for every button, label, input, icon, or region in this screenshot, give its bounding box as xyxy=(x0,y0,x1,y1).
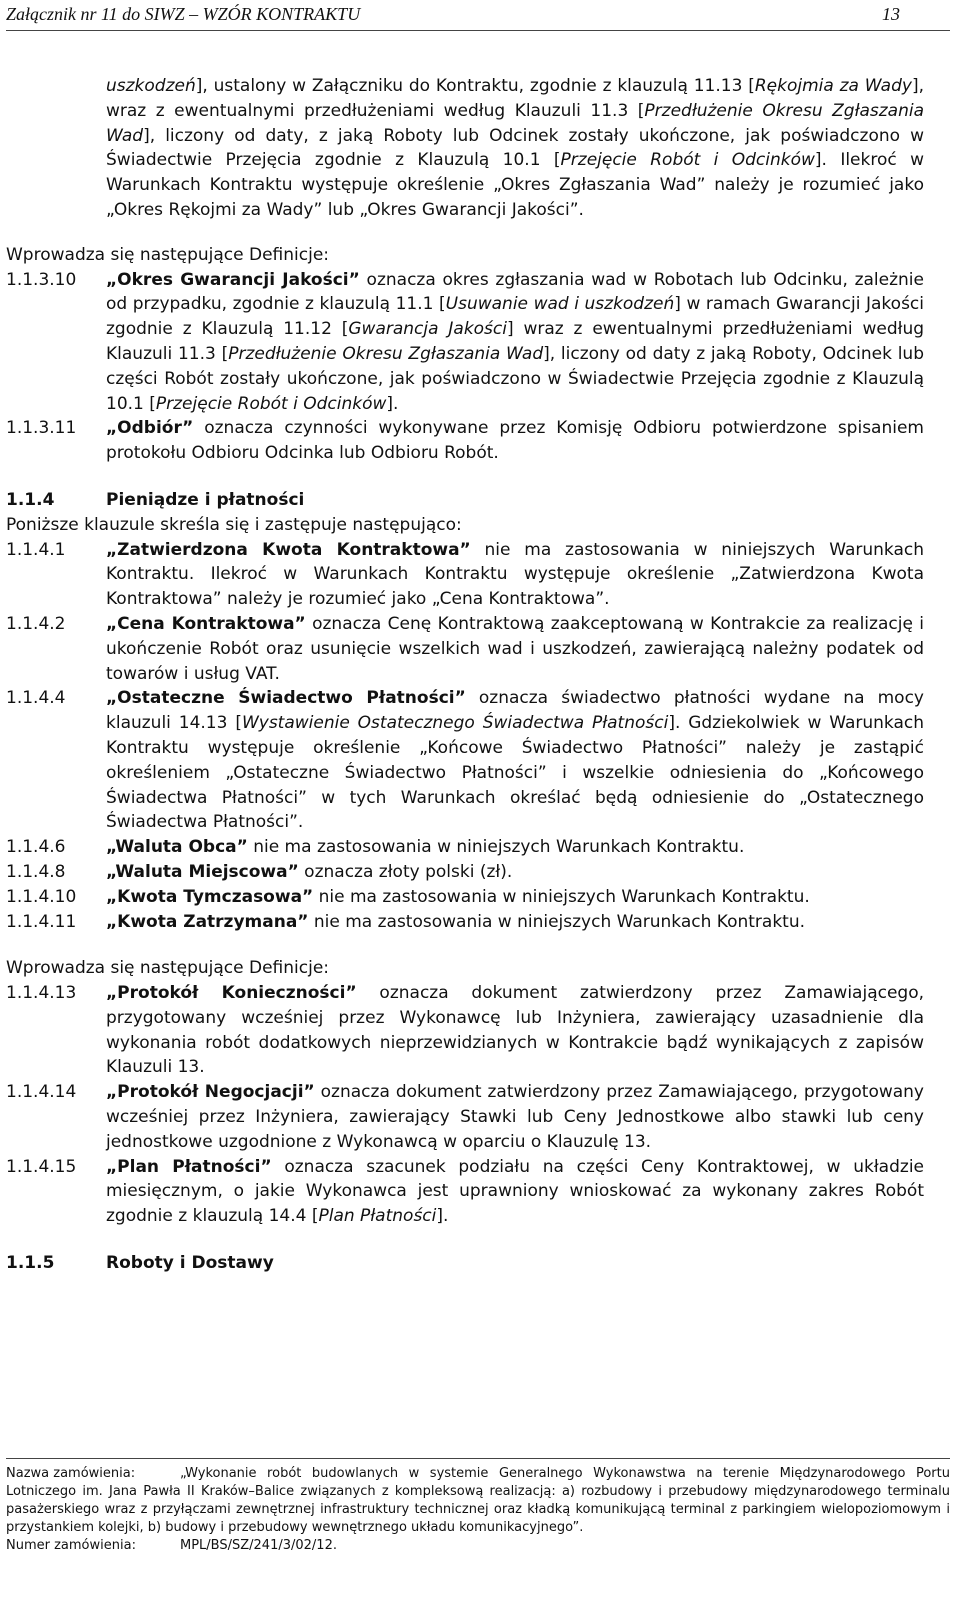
text-run: ] wraz z ewentualnymi przedłużeniami według Klauzuli 11.3 [ xyxy=(106,319,925,364)
text-run: ] w ramach Gwarancji Jakości zgodnie z Klauzulą 11.12 [ xyxy=(106,294,924,340)
section-heading-1-1-5 xyxy=(6,1251,924,1276)
text-run: ], wraz z ewentualnymi przedłużeniami według Klauzuli 11.3 [ xyxy=(106,76,924,121)
text-run: oznacza dokument zatwierdzony przez Zamawiającego, przygotowany wcześniej przez Wykonawcę lub Inżyniera, zawierający uzasadnienie dla wykonania robót dodatkowych nieprzewidzianych w Kontrakcie bądź wynikających z zapisów Klauzuli 13. xyxy=(106,983,925,1078)
clause-number: 1.1.4.8 xyxy=(6,861,66,882)
defined-term: „Plan Płatności” xyxy=(106,1156,272,1177)
defined-term: „Ostateczne Świadectwo Płatności” xyxy=(106,688,466,709)
text-run: ], liczony od daty, z jaką Roboty lub Odcinek zostały ukończone, jak poświadczono w Świadectwie Przejęcia zgodnie z Klauzulą 10.1 [ xyxy=(106,125,924,171)
section-title: Pieniądze i płatności xyxy=(106,489,305,510)
text-run: ], ustalony w Załączniku do Kontraktu, zgodnie z klauzulą 11.13 [ xyxy=(195,76,755,96)
clause-reference: Przedłużenie Okresu Zgłaszania Wad xyxy=(106,100,924,146)
definition-text xyxy=(106,686,924,835)
clause-reference: Przejęcie Robót i Odcinków xyxy=(560,150,815,171)
text-run: ]. xyxy=(436,1206,449,1227)
section-note: Poniższe klauzule skreśla się i zastępuje następująco: xyxy=(6,514,462,535)
definition-text xyxy=(106,1080,924,1154)
definition-item xyxy=(6,1155,924,1229)
order-number-label: Numer zamówienia: xyxy=(6,1538,136,1553)
clause-number: 1.1.4.1 xyxy=(6,539,66,560)
clause-number: 1.1.4.10 xyxy=(6,886,77,907)
clause-number: 1.1.4.13 xyxy=(6,983,77,1004)
section-heading-1-1-4 xyxy=(6,488,924,513)
text-run: ]. Ilekroć w Warunkach Kontraktu występuje określenie „Okres Zgłaszania Wad” należy je rozumieć jako „Okres Rękojmi za Wady” lub „Okres Gwarancji Jakości”. xyxy=(106,150,924,220)
text-run: nie ma zastosowania w niniejszych Warunkach Kontraktu. xyxy=(247,837,745,858)
clause-reference: Wystawienie Ostatecznego Świadectwa Płatności xyxy=(241,713,669,734)
defined-term: „Cena Kontraktowa” xyxy=(106,613,306,634)
definition-item xyxy=(6,860,924,885)
defined-term: „Protokół Konieczności” xyxy=(106,983,357,1004)
definition-item xyxy=(6,885,924,910)
defined-term: „Kwota Tymczasowa” xyxy=(106,886,314,907)
clause-number: 1.1.4.2 xyxy=(6,613,66,634)
clause-number: 1.1.3.10 xyxy=(6,269,77,290)
clause-number: 1.1.4.14 xyxy=(6,1082,77,1103)
definition-text xyxy=(106,885,924,910)
text-run: oznacza dokument zatwierdzony przez Zamawiającego, przygotowany wcześniej przez Inżyniera, zawierający Stawki lub Ceny Jednostkowe albo stawki lub ceny jednostkowe uzgodnione z Wykonawcą w oparciu o Klauzulę 13. xyxy=(106,1082,924,1152)
text-run: nie ma zastosowania w niniejszych Warunkach Kontraktu. xyxy=(308,911,806,932)
defined-term: „Kwota Zatrzymana” xyxy=(106,911,309,932)
text-run: oznacza okres zgłaszania wad w Robotach lub Odcinku, zależnie od przypadku, zgodnie z klauzulą 11.1 [ xyxy=(106,269,924,315)
clause-reference: Plan Płatności xyxy=(318,1206,437,1227)
clause-reference: uszkodzeń xyxy=(106,76,196,96)
section-number: 1.1.4 xyxy=(6,489,55,510)
definition-item xyxy=(6,612,924,686)
section-title: Roboty i Dostawy xyxy=(106,1253,274,1274)
page-footer xyxy=(6,1458,950,1555)
clause-number: 1.1.4.6 xyxy=(6,837,66,858)
defined-term: „Zatwierdzona Kwota Kontraktowa” xyxy=(106,539,471,560)
text-run: oznacza złoty polski (zł). xyxy=(298,861,513,882)
defined-term: „Waluta Miejscowa” xyxy=(106,861,299,882)
definition-text xyxy=(106,538,924,612)
definition-text xyxy=(106,612,924,686)
text-run: oznacza szacunek podziału na części Ceny Kontraktowej, w układzie miesięcznym, o jakie Wykonawca jest uprawniony wnioskować za wykonany zakres Robót zgodnie z klauzulą 14.4 [ xyxy=(106,1156,924,1227)
order-number xyxy=(6,1537,950,1555)
definitions-intro: Wprowadza się następujące Definicje: xyxy=(6,958,330,979)
defined-term: „Protokół Negocjacji” xyxy=(106,1082,315,1103)
definition-item xyxy=(6,538,924,612)
text-run: oznacza świadectwo płatności wydane na mocy klauzuli 14.13 [ xyxy=(106,688,924,734)
definitions-intro: Wprowadza się następujące Definicje: xyxy=(6,244,330,265)
definition-item xyxy=(6,1080,924,1154)
definition-item xyxy=(6,910,924,935)
definitions-block-1 xyxy=(6,268,924,466)
clause-number: 1.1.4.15 xyxy=(6,1156,77,1177)
section-number: 1.1.5 xyxy=(6,1253,55,1274)
clause-number: 1.1.4.11 xyxy=(6,911,77,932)
defined-term: „Odbiór” xyxy=(106,418,194,439)
defined-term: „Okres Gwarancji Jakości” xyxy=(106,269,360,290)
definition-item xyxy=(6,686,924,835)
definition-text xyxy=(106,860,924,885)
text-run: ], liczony od daty z jaką Roboty, Odcinek lub części Robót zostały ukończone, jak poświadczono w Świadectwie Przejęcia zgodnie z Klauzulą 10.1 [ xyxy=(106,343,924,414)
text-run: ]. xyxy=(386,393,399,414)
definition-text xyxy=(106,835,924,860)
definition-item xyxy=(6,835,924,860)
definitions-block-3 xyxy=(6,981,924,1229)
definitions-block-2 xyxy=(6,538,924,935)
definition-text xyxy=(106,910,924,935)
definition-text xyxy=(106,268,924,417)
page-header xyxy=(6,0,950,31)
text-run: oznacza Cenę Kontraktową zaakceptowaną w Kontrakcie za realizację i ukończenie Robót oraz usunięcie wszelkich wad i uszkodzeń, zawierającą należny podatek od towarów i usług VAT. xyxy=(106,613,924,684)
text-run: oznacza czynności wykonywane przez Komisję Odbioru potwierdzone spisaniem protokołu Odbioru Odcinka lub Odbioru Robót. xyxy=(106,418,924,464)
intro-paragraph xyxy=(6,74,924,223)
order-number-text: MPL/BS/SZ/241/3/02/12. xyxy=(180,1538,337,1553)
order-name xyxy=(6,1465,950,1537)
header-title: Załącznik nr 11 do SIWZ – WZÓR KONTRAKTU xyxy=(6,4,361,24)
defined-term: „Waluta Obca” xyxy=(106,837,248,858)
definition-text xyxy=(106,416,924,466)
text-run: nie ma zastosowania w niniejszych Warunkach Kontraktu. xyxy=(313,886,810,907)
order-name-label: Nazwa zamówienia: xyxy=(6,1466,136,1481)
text-run: nie ma zastosowania w niniejszych Warunkach Kontraktu. Ilekroć w Warunkach Kontraktu występuje określenie „Zatwierdzona Kwota Kontraktowa” należy je rozumieć jako „Cena Kontraktowa”. xyxy=(106,539,924,610)
definition-text xyxy=(106,981,924,1080)
page-number: 13 xyxy=(882,4,900,24)
definition-item xyxy=(6,268,924,417)
clause-reference: Usuwanie wad i uszkodzeń xyxy=(445,294,675,315)
text-run: ]. Gdziekolwiek w Warunkach Kontraktu występuje określenie „Końcowe Świadectwo Płatności” należy je zastąpić określeniem „Ostateczne Świadectwo Płatności” i wszelkie odniesienia do „Końcowego Świadectwa Płatności” w tych Warunkach określać będą odniesienie do „Ostatecznego Świadectwa Płatności”. xyxy=(106,713,924,833)
definition-item xyxy=(6,981,924,1080)
clause-reference: Gwarancja Jakości xyxy=(348,319,507,340)
clause-reference: Przejęcie Robót i Odcinków xyxy=(155,393,387,414)
clause-number: 1.1.4.4 xyxy=(6,688,66,709)
document-body xyxy=(6,74,924,1276)
clause-number: 1.1.3.11 xyxy=(6,418,77,439)
clause-reference: Przedłużenie Okresu Zgłaszania Wad xyxy=(228,343,544,364)
order-name-text: „Wykonanie robót budowlanych w systemie Generalnego Wykonawstwa na terenie Międzynarodowego Portu Lotniczego im. Jana Pawła II Kraków–Balice związanych z kompleksową realizacją: a) rozbudowy i przebudowy międzynarodowego terminalu pasażerskiego wraz z przyłączami zewnętrznej infrastruktury technicznej oraz kładką komunikującą terminal z parkingiem wielopoziomowym i przystankiem kolejki, b) budowy i przebudowy wewnętrznego układu komunikacyjnego”. xyxy=(6,1466,950,1535)
clause-reference: Rękojmia za Wady xyxy=(754,76,912,96)
definition-item xyxy=(6,416,924,466)
definition-text xyxy=(106,1155,924,1229)
